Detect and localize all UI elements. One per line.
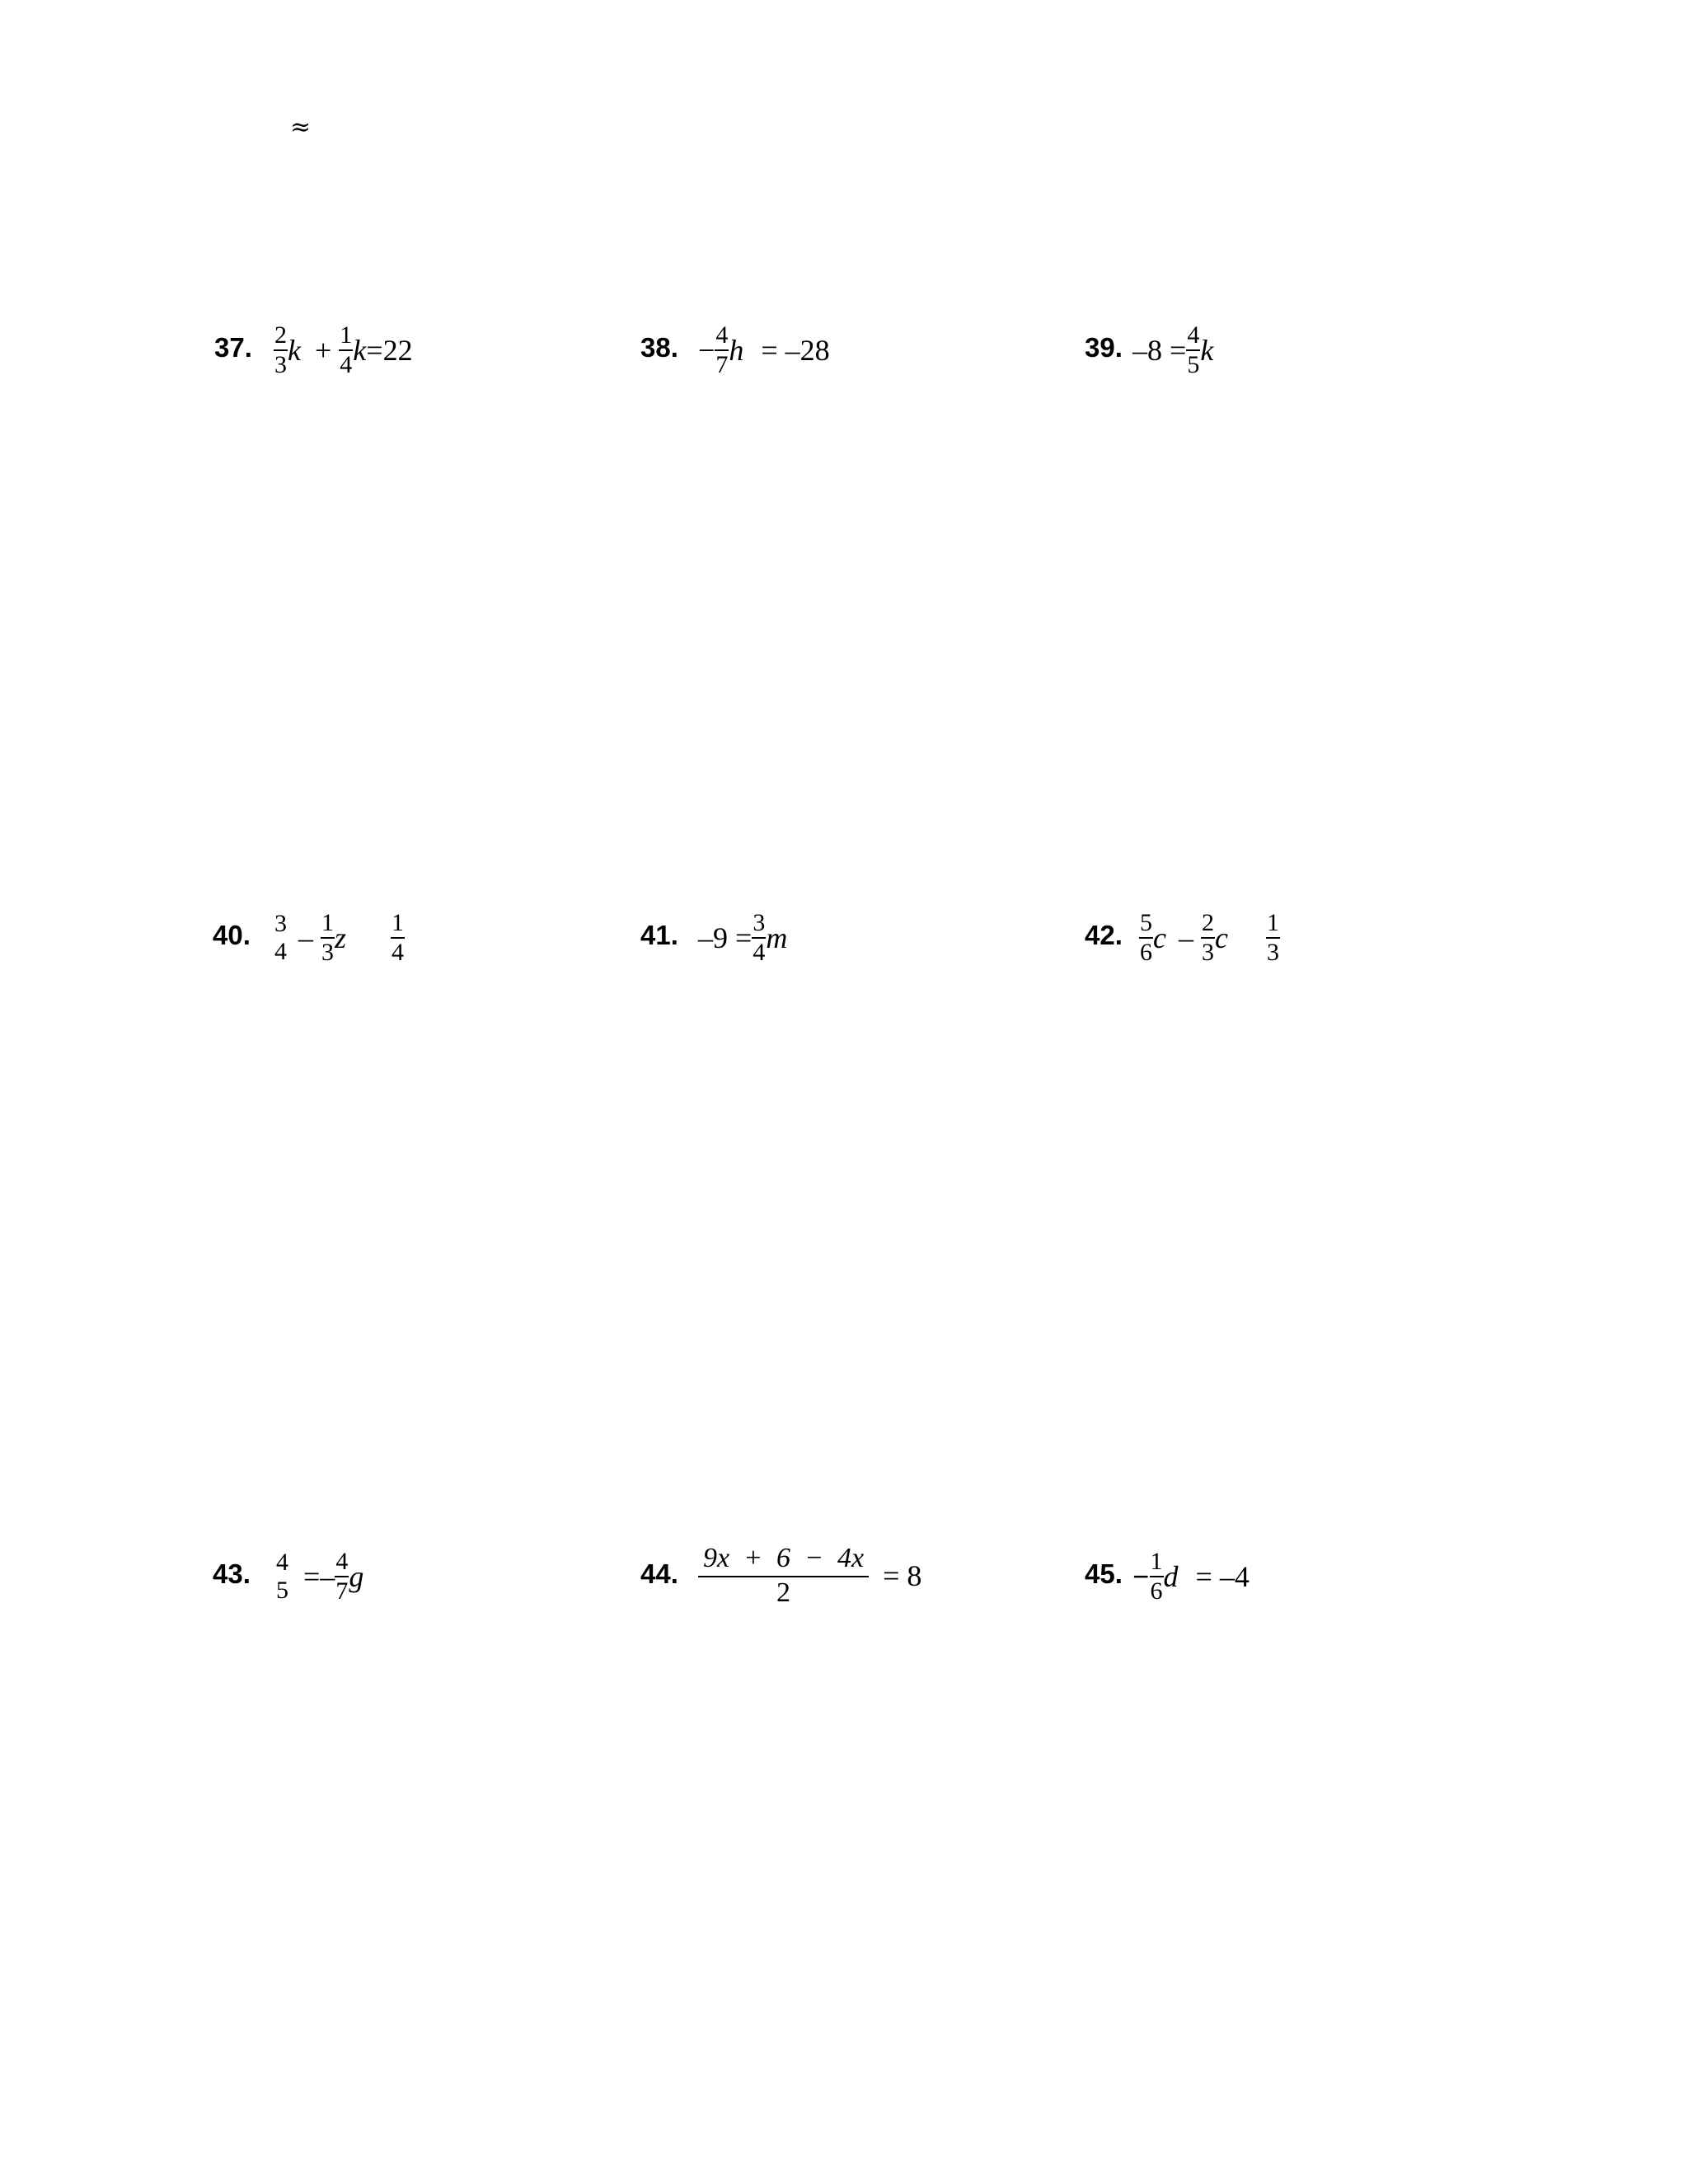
fraction: $\frac{1}{4}$ [340,321,353,378]
fraction: 4 5 [276,1549,288,1604]
fraction: $\frac{4}{7}$ [335,1548,349,1605]
fraction: $\frac{1}{4}$ [392,909,405,966]
problem-number: 41. [640,920,678,950]
problem-number: 39. [1085,332,1123,363]
fraction: $\frac{1}{3}$ [321,909,334,966]
equation: $\frac{9x + 6 - 4x}{2}$ = 8 [698,1544,921,1607]
equation: 3 4 – $\frac{1}{3}$ z $\frac{1}{4}$ [274,909,405,966]
fraction: 3 4 [274,910,287,965]
fraction: $\frac{3}{4}$ [753,909,766,966]
problem-number: 44. [640,1558,678,1589]
equation: –9 = $\frac{3}{4}$ m [698,909,788,966]
stray-mark: ≈ [290,113,312,142]
problem-number: 40. [213,920,251,950]
equation: − $\frac{4}{7}$ h = –28 [698,321,830,378]
problem-number: 45. [1085,1558,1123,1589]
equation: 4 5 =– $\frac{4}{7}$ g [276,1548,364,1605]
equation: − $\frac{1}{6}$ d = –4 [1132,1548,1250,1605]
problem-number: 38. [640,332,678,363]
problem-number: 42. [1085,920,1123,950]
equation: –8 = $\frac{4}{5}$ k [1132,321,1214,378]
problem-number: 37. [214,332,252,363]
fraction: $\frac{2}{3}$ [1201,909,1214,966]
fraction: $\frac{2}{3}$ [274,321,287,378]
fraction: $\frac{1}{6}$ [1150,1548,1163,1605]
fraction: $\frac{5}{6}$ [1140,909,1152,966]
fraction: $\frac{9x + 6 - 4x}{2}$ [698,1544,869,1607]
fraction: $\frac{4}{7}$ [715,321,729,378]
fraction: $\frac{1}{3}$ [1266,909,1279,966]
fraction: $\frac{4}{5}$ [1187,321,1200,378]
equation: $\frac{2}{3}$ k + $\frac{1}{4}$ k=22 [274,321,413,378]
problem-number: 43. [213,1558,251,1589]
equation: $\frac{5}{6}$ c – $\frac{2}{3}$ c $\frac{1}{3}$ [1140,909,1279,966]
